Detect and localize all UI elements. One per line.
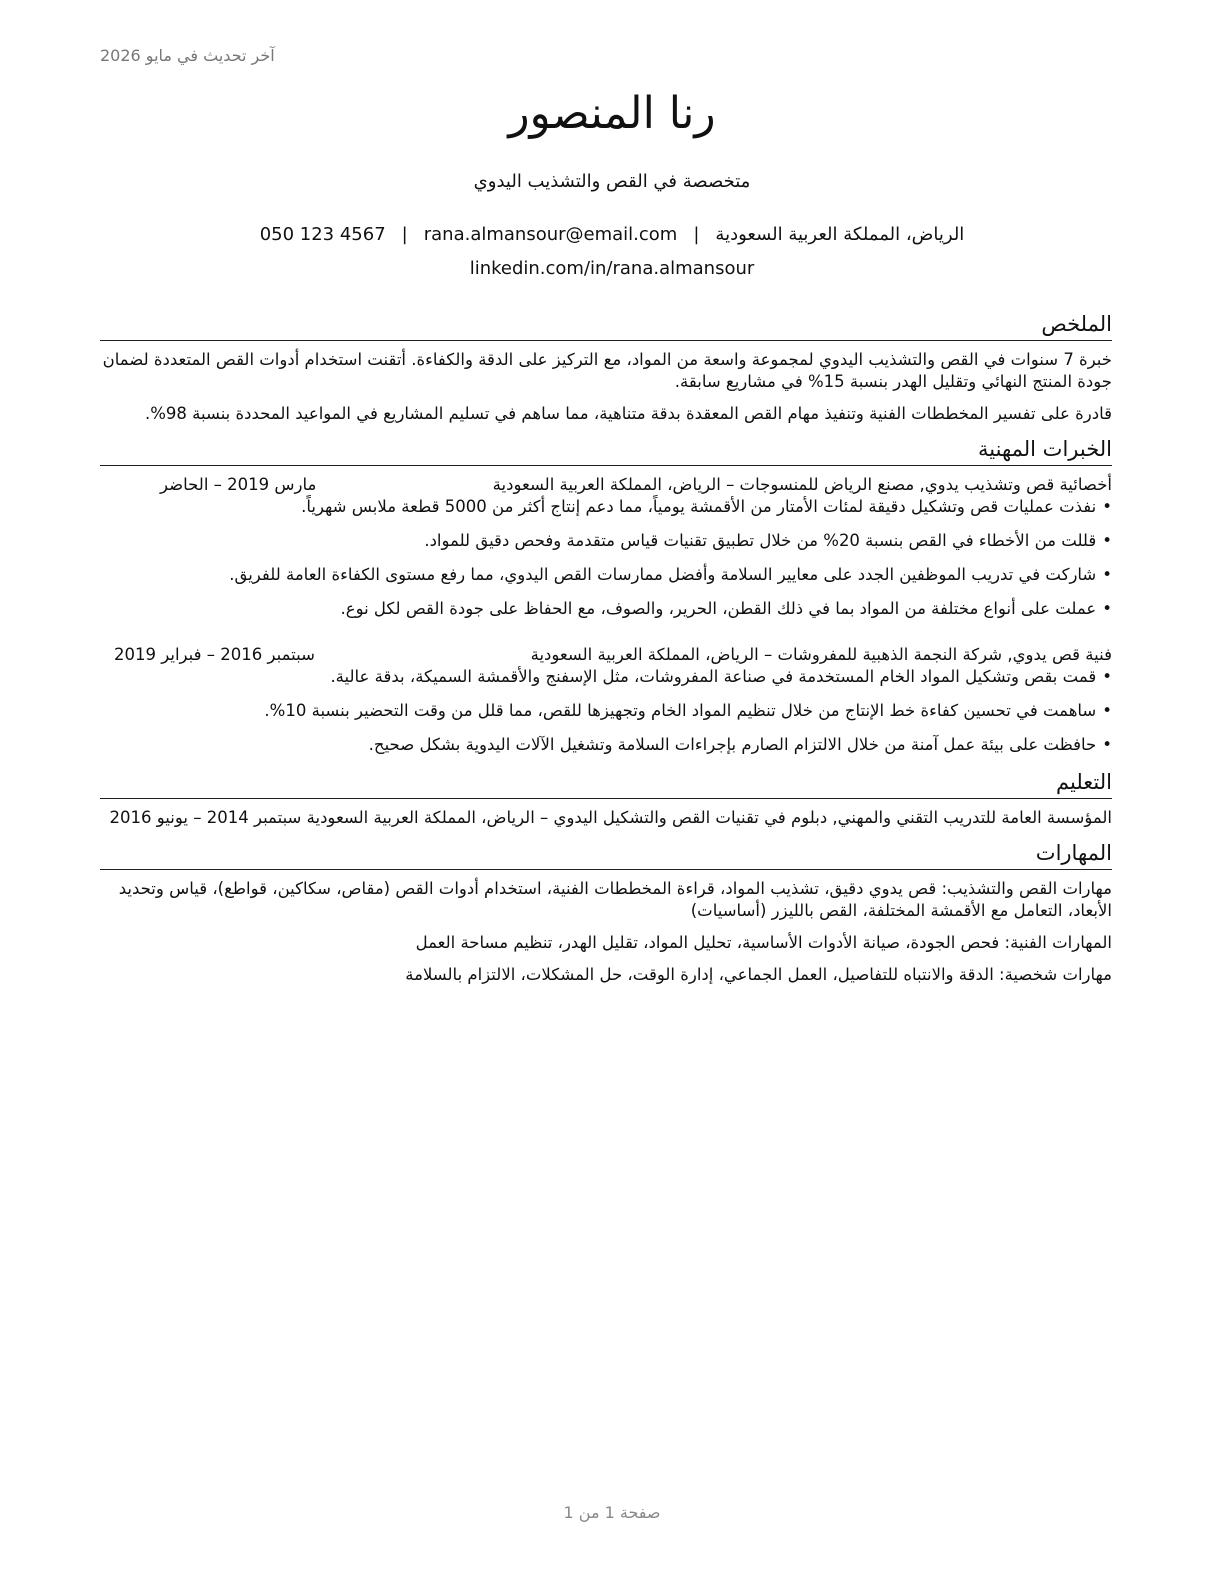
job-entry [100, 644, 1112, 756]
education-text: المؤسسة العامة للتدريب التقني والمهني, دبلوم في تقنيات القص والتشكيل اليدوي – الرياض، المملكة العربية السعودية [306, 808, 1112, 827]
section-heading: الملخص [100, 310, 1112, 341]
contact-separator: | [401, 224, 408, 245]
job-entry [100, 474, 1112, 620]
section-heading: المهارات [100, 839, 1112, 870]
skills-line: مهارات شخصية: الدقة والانتباه للتفاصيل، العمل الجماعي، إدارة الوقت، حل المشكلات، الالتزام بالسلامة [405, 965, 1112, 984]
summary-section [100, 310, 1112, 425]
bullet-text: ساهمت في تحسين كفاءة خط الإنتاج من خلال تنظيم المواد الخام وتجهيزها للقص، مما قلل من وقت التحضير بنسبة 10%. [264, 701, 1097, 720]
summary-paragraph: خبرة 7 سنوات في القص والتشذيب اليدوي لمجموعة واسعة من المواد، مع التركيز على الدقة والكفاءة. أتقنت استخدام أدوات القص المتعددة لضمان جودة المنتج النهائي وتقليل الهدر بنسبة 15% في مشاريع سابقة. [102, 350, 1112, 391]
bullet-icon: • [1102, 735, 1112, 754]
job-header [100, 474, 1112, 496]
contact-location: الرياض، المملكة العربية السعودية [715, 224, 965, 245]
candidate-title: متخصصة في القص والتشذيب اليدوي [473, 171, 751, 192]
bullet-text: قمت بقص وتشكيل المواد الخام المستخدمة في صناعة المفروشات، مثل الإسفنج والأقمشة السميكة، بدقة عالية. [330, 667, 1097, 686]
page-number: صفحة 1 من 1 [563, 1503, 661, 1522]
summary-paragraph: قادرة على تفسير المخططات الفنية وتنفيذ مهام القص المعقدة بدقة متناهية، مما ساهم في تسليم المشاريع في المواعيد المحددة بنسبة 98%. [144, 404, 1112, 423]
contact-phone: 050 123 4567 [259, 224, 386, 245]
contact-line [0, 224, 1224, 245]
job-header [100, 644, 1112, 666]
list-item [100, 564, 1112, 586]
experience-section [100, 435, 1112, 756]
bullet-icon: • [1102, 599, 1112, 618]
bullet-icon: • [1102, 565, 1112, 584]
last-updated: آخر تحديث في مايو 2026 [100, 46, 275, 65]
candidate-name: رنا المنصور [508, 88, 716, 139]
job-title: فنية قص يدوي, شركة النجمة الذهبية للمفروشات – الرياض، المملكة العربية السعودية [530, 645, 1112, 664]
bullet-text: شاركت في تدريب الموظفين الجدد على معايير السلامة وأفضل ممارسات القص اليدوي، مما رفع مستوى الكفاءة العامة للفريق. [229, 565, 1097, 584]
list-item [100, 666, 1112, 688]
job-bullets [100, 666, 1112, 756]
skills-section [100, 839, 1112, 986]
skills-line: المهارات الفنية: فحص الجودة، صيانة الأدوات الأساسية، تحليل المواد، تقليل الهدر، تنظيم مساحة العمل [415, 933, 1112, 952]
bullet-text: حافظت على بيئة عمل آمنة من خلال الالتزام الصارم بإجراءات السلامة وتشغيل الآلات اليدوية بشكل صحيح. [368, 735, 1097, 754]
bullet-icon: • [1102, 667, 1112, 686]
skills-line: مهارات القص والتشذيب: قص يدوي دقيق، تشذيب المواد، قراءة المخططات الفنية، استخدام أدوات القص (مقاص، سكاكين، قواطع)، قياس وتحديد الأبعاد، التعامل مع الأقمشة المختلفة، القص بالليزر (أساسيات) [118, 879, 1112, 920]
contact-separator: | [693, 224, 700, 245]
list-item [100, 700, 1112, 722]
bullet-icon: • [1102, 497, 1112, 516]
bullet-text: عملت على أنواع مختلفة من المواد بما في ذلك القطن، الحرير، والصوف، مع الحفاظ على جودة القص لكل نوع. [340, 599, 1097, 618]
job-bullets [100, 496, 1112, 620]
education-section [100, 768, 1112, 829]
contact-email[interactable]: rana.almansour@email.com [423, 224, 678, 245]
section-heading: الخبرات المهنية [100, 435, 1112, 466]
bullet-text: قللت من الأخطاء في القص بنسبة 20% من خلال تطبيق تقنيات قياس متقدمة وفحص دقيق للمواد. [424, 531, 1097, 550]
list-item [100, 530, 1112, 552]
bullet-icon: • [1102, 531, 1112, 550]
section-heading: التعليم [100, 768, 1112, 799]
bullet-icon: • [1102, 701, 1112, 720]
resume-body [100, 310, 1112, 996]
bullet-text: نفذت عمليات قص وتشكيل دقيقة لمئات الأمتار من الأقمشة يومياً، مما دعم إنتاج أكثر من 5000 قطعة ملابس شهرياً. [301, 497, 1097, 516]
education-entry [100, 807, 1112, 829]
job-title: أخصائية قص وتشذيب يدوي, مصنع الرياض للمنسوجات – الرياض، المملكة العربية السعودية [492, 475, 1112, 494]
job-dates: سبتمبر 2016 – فبراير 2019 [114, 645, 315, 664]
education-dates: سبتمبر 2014 – يونيو 2016 [109, 808, 302, 827]
linkedin-link[interactable]: linkedin.com/in/rana.almansour [469, 258, 755, 279]
list-item [100, 496, 1112, 518]
list-item [100, 598, 1112, 620]
job-dates: مارس 2019 – الحاضر [160, 475, 317, 494]
list-item [100, 734, 1112, 756]
